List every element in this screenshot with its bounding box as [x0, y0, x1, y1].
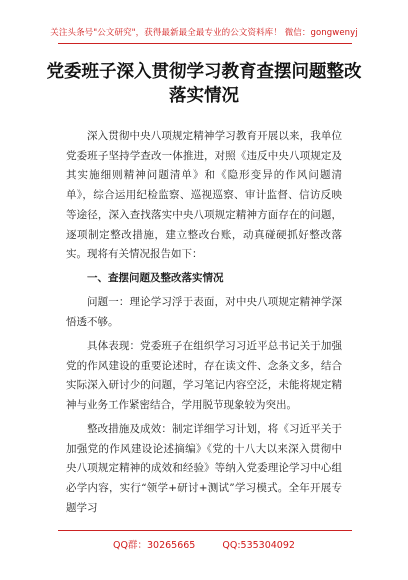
header-divider [58, 43, 352, 44]
footer-qq: QQ:535304092 [222, 540, 295, 551]
manifestation-paragraph: 具体表现：党委班子在组织学习习近平总书记关于加强党的作风建设的重要论述时，存在读文件、念条文多，结合实际深入研讨少的问题，学习笔记内容空泛，未能将规定精神与业务工作紧密结合，学用脱节现象较为突出。 [66, 339, 342, 412]
header-note: 关注头条号"公文研究"，获得最新最全最专业的公文资料库！ 微信：gongwenyj [50, 28, 358, 38]
document-title: 党委班子深入贯彻学习教育查摆问题整改落实情况 [46, 62, 362, 106]
footer-qq-group: QQ群：30265665 [113, 540, 196, 551]
section-heading: 一、查摆问题及整改落实情况 [87, 272, 224, 285]
intro-paragraph: 深入贯彻中央八项规定精神学习教育开展以来，我单位党委班子坚持学查改一体推进，对照《违反中央八项规定及其实施细则精神问题清单》和《隐形变异的作风问题清单》，综合运用纪检监察、巡视巡察、审计监督、信访反映等途径，深入查找落实中央八项规定精神方面存在的问题，逐项制定整改措施，建立整改台账，动真碰硬抓好整改落实。现将有关情况报告如下： [66, 130, 342, 261]
document-body [66, 127, 342, 523]
problem-paragraph: 问题一：理论学习浮于表面，对中央八项规定精神学深悟透不够。 [66, 296, 342, 328]
footer-contact [0, 537, 408, 551]
measures-paragraph: 整改措施及成效：制定详细学习计划，将《习近平关于加强党的作风建设论述摘编》《党的十八大以来深入贯彻中央八项规定精神的成效和经验》等纳入党委理论学习中心组必学内容，实行“领学+研讨+测试”学习模式。全年开展专题学习 [66, 423, 342, 514]
footer-divider [58, 530, 352, 531]
